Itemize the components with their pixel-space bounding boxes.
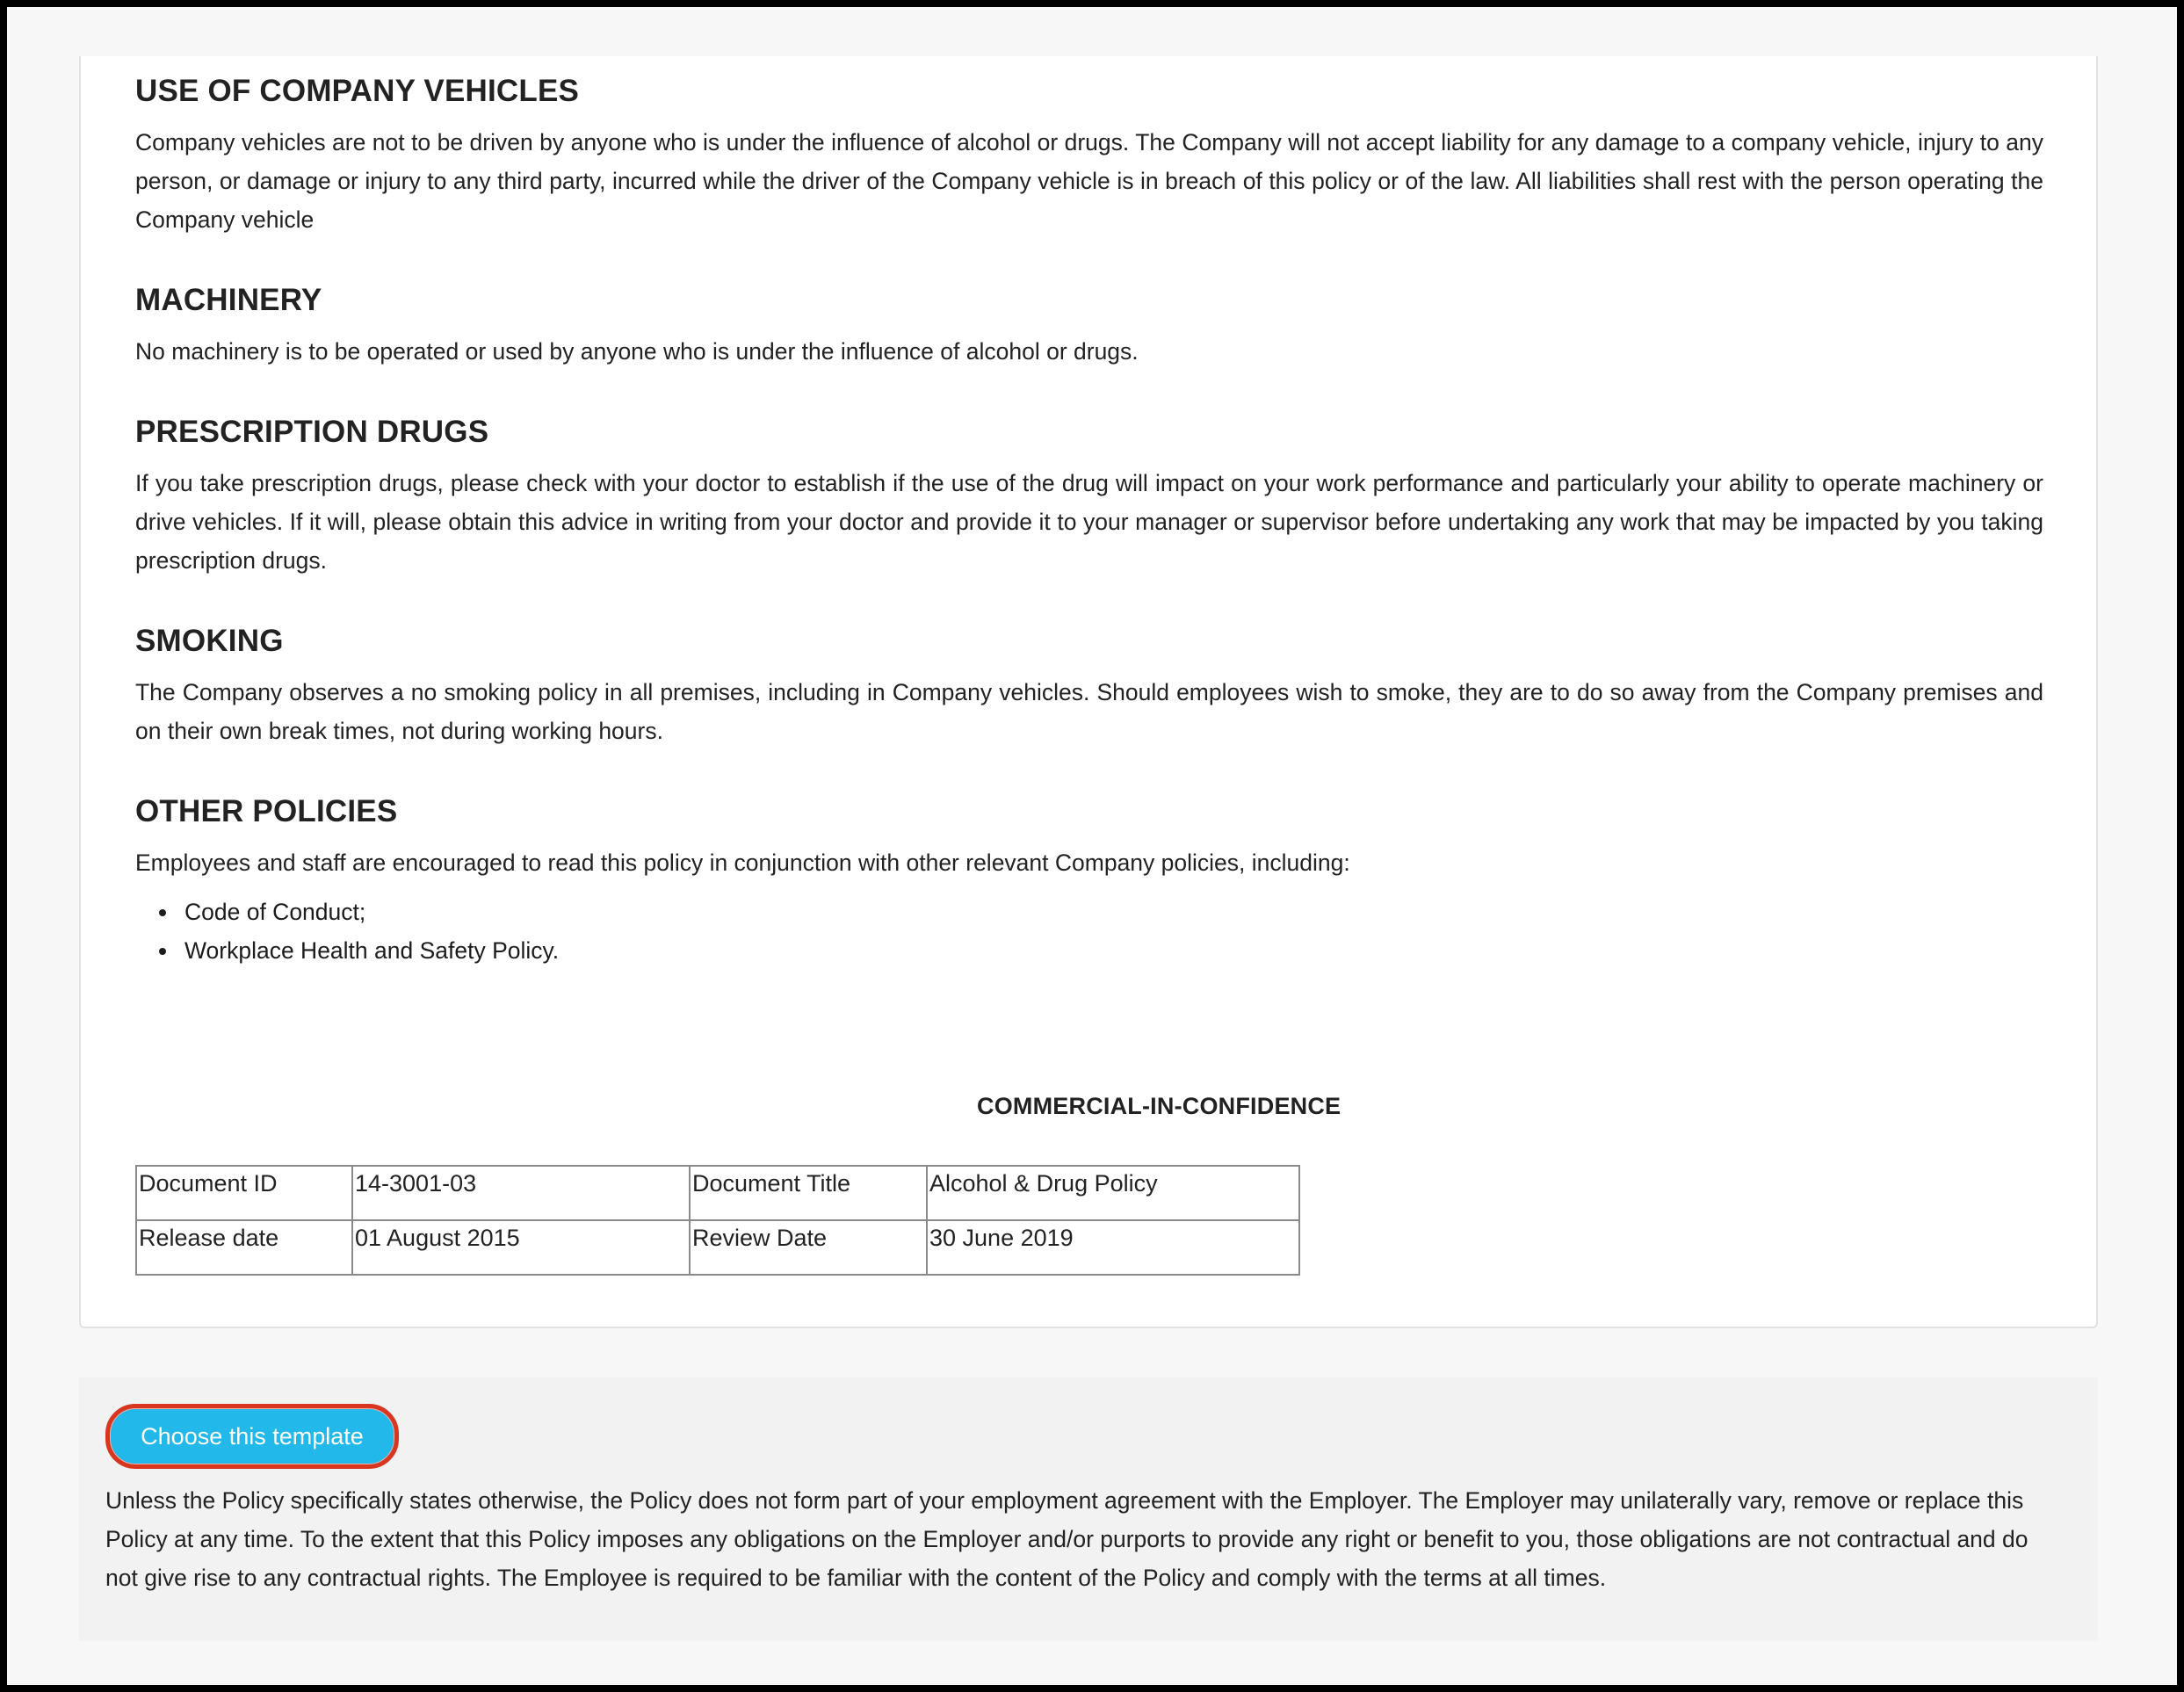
section-heading: USE OF COMPANY VEHICLES [135, 74, 580, 108]
policy-document-card [79, 56, 2098, 1328]
list-item: • Code of Conduct; [179, 893, 2043, 931]
table-cell: 14-3001-03 [352, 1166, 690, 1220]
section-other-policies [135, 789, 2043, 970]
section-company-vehicles [135, 69, 2043, 239]
section-paragraph: If you take prescription drugs, please check with your doctor to establish if the use of the drug will impact on your work performance and particularly your ability to operate machinery or drive vehicles. If it will, please obtain this advice in writing from your doctor and provide it to your manager or supervisor before undertaking any work that may be impacted by you taking prescription drugs. [135, 470, 2043, 574]
table-cell: 01 August 2015 [352, 1220, 690, 1275]
section-heading: PRESCRIPTION DRUGS [135, 415, 489, 449]
document-metadata-table [135, 1165, 1300, 1276]
app-window [7, 7, 2177, 1685]
confidentiality-label: COMMERCIAL-IN-CONFIDENCE [977, 1093, 1341, 1119]
section-paragraph: Employees and staff are encouraged to read this policy in conjunction with other relevant Company policies, including: [135, 850, 1350, 876]
section-heading: MACHINERY [135, 283, 322, 317]
table-cell: 30 June 2019 [927, 1220, 1299, 1275]
table-cell: Document ID [136, 1166, 352, 1220]
section-paragraph: Company vehicles are not to be driven by anyone who is under the influence of alcohol or drugs. The Company will not accept liability for any damage to a company vehicle, injury to any person, or damage or injury to any third party, incurred while the driver of the Company vehicle is in breach of this policy or of the law. All liabilities shall rest with the person operating the Company vehicle [135, 129, 2043, 233]
section-prescription-drugs [135, 409, 2043, 580]
section-paragraph: The Company observes a no smoking policy in all premises, including in Company vehicles. Should employees wish to smoke, they are to do so away from the Company premises and on their own break times, not during working hours. [135, 679, 2043, 744]
table-cell: Release date [136, 1220, 352, 1275]
section-paragraph: No machinery is to be operated or used by anyone who is under the influence of alcohol or drugs. [135, 338, 1139, 365]
list-item: • Workplace Health and Safety Policy. [179, 931, 2043, 970]
section-machinery [135, 278, 2043, 371]
table-cell: Document Title [690, 1166, 927, 1220]
policy-disclaimer: Unless the Policy specifically states otherwise, the Policy does not form part of your employment agreement with the Employer. The Employer may unilaterally vary, remove or replace this Policy at any time. To the extent that this Policy imposes any obligations on the Employer and/or purports to provide any right or benefit to you, those obligations are not contractual and do not give rise to any contractual rights. The Employee is required to be familiar with the content of the Policy and comply with the terms at all times. [105, 1487, 2029, 1591]
choose-template-button[interactable]: Choose this template [105, 1404, 399, 1469]
section-heading: SMOKING [135, 624, 284, 658]
policy-document-body [135, 69, 2043, 1009]
table-cell: Review Date [690, 1220, 927, 1275]
section-smoking [135, 618, 2043, 750]
table-row [136, 1166, 1299, 1220]
template-actions-panel [79, 1377, 2098, 1641]
section-heading: OTHER POLICIES [135, 794, 398, 828]
table-row [136, 1220, 1299, 1275]
table-cell: Alcohol & Drug Policy [927, 1166, 1299, 1220]
related-policies-list [135, 893, 2043, 970]
